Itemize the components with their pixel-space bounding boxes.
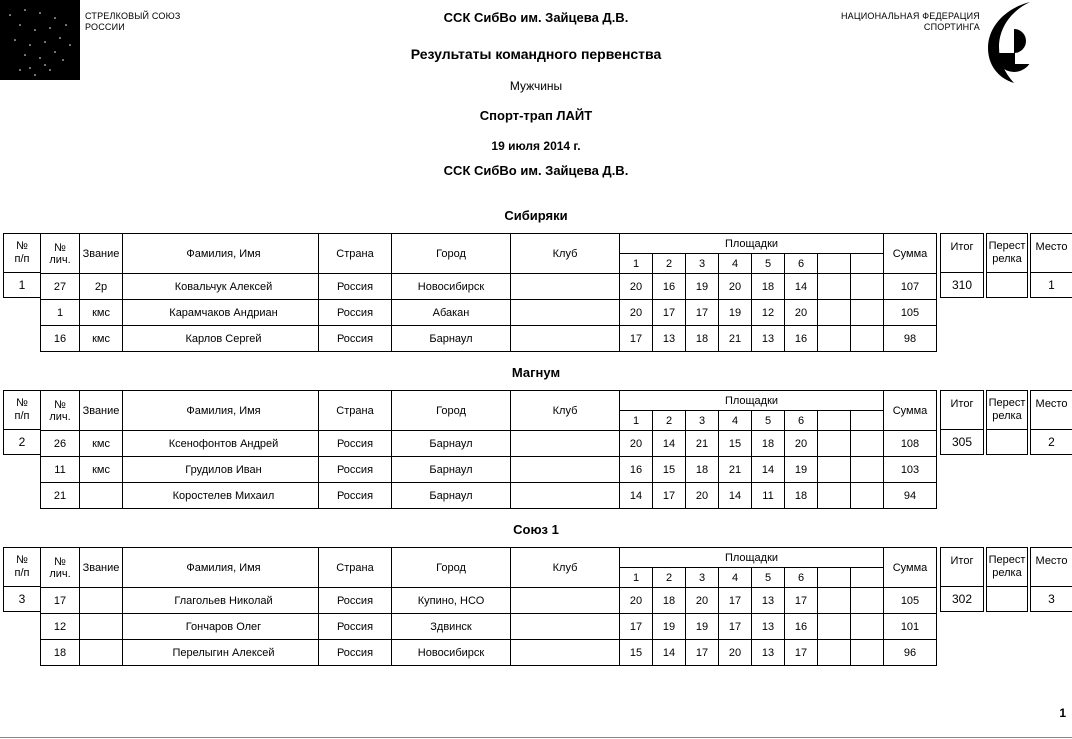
score-cell	[851, 300, 884, 326]
sum-header: Сумма	[884, 548, 937, 588]
score-cell: 19	[686, 274, 719, 300]
num-pp-header	[3, 233, 41, 273]
station-number-header	[818, 411, 851, 431]
results-table	[40, 390, 937, 509]
city-header: Город	[392, 391, 511, 431]
num-pp-header-line1: №	[16, 240, 28, 252]
score-cell: 16	[785, 326, 818, 352]
station-number-header: 2	[653, 568, 686, 588]
station-number-header: 1	[620, 254, 653, 274]
score-cell: 16	[653, 274, 686, 300]
event-title: Результаты командного первенства	[410, 46, 662, 62]
club-cell	[511, 274, 620, 300]
num-pp-header-line1: №	[16, 554, 28, 566]
player-number-cell: 16	[41, 326, 80, 352]
num-lich-header-line1: №	[54, 241, 66, 254]
score-cell: 15	[620, 640, 653, 666]
score-cell	[818, 457, 851, 483]
score-cell: 17	[620, 326, 653, 352]
score-cell: 18	[686, 326, 719, 352]
club-header: Клуб	[511, 548, 620, 588]
club-cell	[511, 300, 620, 326]
sum-cell: 96	[884, 640, 937, 666]
score-cell: 13	[752, 326, 785, 352]
score-cell: 21	[719, 457, 752, 483]
page-number: 1	[1059, 706, 1066, 720]
num-pp-header-line2: п/п	[14, 253, 30, 265]
sporting-federation-logo	[984, 2, 1044, 86]
score-cell: 18	[653, 588, 686, 614]
player-number-cell: 27	[41, 274, 80, 300]
city-header: Город	[392, 548, 511, 588]
rank-cell: 2р	[80, 274, 123, 300]
stations-header: Площадки	[620, 391, 884, 411]
score-cell: 20	[620, 431, 653, 457]
team-number-cell: 2	[3, 429, 41, 455]
score-cell	[818, 588, 851, 614]
club-cell	[511, 431, 620, 457]
score-cell: 19	[686, 614, 719, 640]
score-cell: 14	[653, 640, 686, 666]
right-org-line2: СПОРТИНГА	[923, 22, 980, 32]
shootoff-header-line2: релка	[992, 567, 1022, 579]
shootoff-header-line1: Перест	[988, 554, 1026, 566]
score-cell: 20	[620, 274, 653, 300]
col-num-pp	[3, 233, 41, 298]
score-cell	[851, 640, 884, 666]
country-cell: Россия	[319, 457, 392, 483]
city-cell: Барнаул	[392, 457, 511, 483]
col-total	[940, 233, 984, 298]
rank-cell	[80, 588, 123, 614]
station-number-header	[851, 411, 884, 431]
club-cell	[511, 326, 620, 352]
country-cell: Россия	[319, 483, 392, 509]
team-shootoff-cell	[986, 586, 1028, 612]
station-number-header: 3	[686, 254, 719, 274]
col-shootoff	[986, 547, 1028, 612]
station-number-header: 6	[785, 568, 818, 588]
club-title: ССК СибВо им. Зайцева Д.В.	[443, 10, 629, 25]
score-cell	[818, 326, 851, 352]
team-place-cell: 3	[1030, 586, 1072, 612]
player-row	[41, 614, 937, 640]
station-number-header	[851, 254, 884, 274]
score-cell	[851, 326, 884, 352]
score-cell: 13	[752, 614, 785, 640]
shootoff-header	[986, 233, 1028, 273]
bottom-rule	[0, 737, 1072, 738]
player-number-cell: 11	[41, 457, 80, 483]
station-number-header: 4	[719, 411, 752, 431]
score-cell: 11	[752, 483, 785, 509]
score-cell: 19	[785, 457, 818, 483]
totals-group	[940, 390, 1072, 455]
score-cell	[818, 640, 851, 666]
station-number-header: 6	[785, 411, 818, 431]
score-cell: 13	[752, 640, 785, 666]
player-row	[41, 457, 937, 483]
station-number-header: 6	[785, 254, 818, 274]
score-cell: 14	[785, 274, 818, 300]
country-header: Страна	[319, 391, 392, 431]
sum-header: Сумма	[884, 391, 937, 431]
team-results-table	[0, 390, 1072, 509]
category-label: Мужчины	[509, 79, 563, 93]
discipline-title: Спорт-трап ЛАЙТ	[479, 108, 593, 123]
station-number-header	[818, 254, 851, 274]
rank-cell: кмс	[80, 326, 123, 352]
score-cell: 20	[620, 588, 653, 614]
score-cell	[818, 614, 851, 640]
sum-cell: 101	[884, 614, 937, 640]
num-pp-header-line2: п/п	[14, 410, 30, 422]
score-cell: 14	[620, 483, 653, 509]
station-number-header: 2	[653, 254, 686, 274]
team-title: Сибиряки	[504, 208, 568, 223]
score-cell: 17	[785, 588, 818, 614]
score-cell: 15	[653, 457, 686, 483]
club-cell	[511, 640, 620, 666]
score-cell: 21	[686, 431, 719, 457]
num-lich-header-line1: №	[54, 555, 66, 568]
score-cell: 20	[719, 274, 752, 300]
station-number-header: 1	[620, 411, 653, 431]
team-title: Союз 1	[513, 522, 559, 537]
score-cell: 14	[752, 457, 785, 483]
name-header: Фамилия, Имя	[123, 391, 319, 431]
num-pp-header	[3, 390, 41, 430]
player-name-cell: Грудилов Иван	[123, 457, 319, 483]
player-row	[41, 640, 937, 666]
score-cell: 15	[719, 431, 752, 457]
score-cell: 19	[653, 614, 686, 640]
right-organization-name	[841, 11, 980, 33]
sum-cell: 105	[884, 588, 937, 614]
score-cell: 14	[719, 483, 752, 509]
city-cell: Новосибирск	[392, 274, 511, 300]
player-number-cell: 17	[41, 588, 80, 614]
left-org-line1: СТРЕЛКОВЫЙ СОЮЗ	[85, 11, 181, 21]
score-cell: 13	[653, 326, 686, 352]
place-header: Место	[1030, 390, 1072, 430]
totals-group	[940, 547, 1072, 612]
score-cell: 20	[719, 640, 752, 666]
team-number-cell: 1	[3, 272, 41, 298]
rank-header: Звание	[80, 548, 123, 588]
score-cell: 18	[686, 457, 719, 483]
country-cell: Россия	[319, 431, 392, 457]
score-cell: 17	[653, 483, 686, 509]
sum-cell: 108	[884, 431, 937, 457]
rank-cell: кмс	[80, 300, 123, 326]
num-lich-header	[41, 548, 80, 588]
player-name-cell: Карамчаков Андриан	[123, 300, 319, 326]
station-number-header: 5	[752, 254, 785, 274]
player-name-cell: Ковальчук Алексей	[123, 274, 319, 300]
player-name-cell: Глагольев Николай	[123, 588, 319, 614]
event-date: 19 июля 2014 г.	[491, 139, 581, 153]
score-cell: 20	[785, 300, 818, 326]
col-shootoff	[986, 233, 1028, 298]
score-cell: 17	[686, 640, 719, 666]
player-number-cell: 1	[41, 300, 80, 326]
score-cell: 18	[752, 274, 785, 300]
score-cell: 16	[620, 457, 653, 483]
country-header: Страна	[319, 234, 392, 274]
name-header: Фамилия, Имя	[123, 548, 319, 588]
club-cell	[511, 614, 620, 640]
score-cell	[851, 431, 884, 457]
results-table	[40, 233, 937, 352]
city-cell: Барнаул	[392, 326, 511, 352]
totals-group	[940, 233, 1072, 298]
col-num-pp	[3, 390, 41, 455]
station-number-header: 1	[620, 568, 653, 588]
rank-cell	[80, 640, 123, 666]
sporting-federation-logo-image	[984, 2, 1044, 86]
team-place-cell: 1	[1030, 272, 1072, 298]
col-place	[1030, 390, 1072, 455]
country-cell: Россия	[319, 640, 392, 666]
team-title: Магнум	[511, 365, 561, 380]
score-cell	[818, 483, 851, 509]
place-header: Место	[1030, 233, 1072, 273]
city-cell: Барнаул	[392, 431, 511, 457]
col-shootoff	[986, 390, 1028, 455]
score-cell: 18	[752, 431, 785, 457]
team-number-cell: 3	[3, 586, 41, 612]
team-shootoff-cell	[986, 272, 1028, 298]
col-place	[1030, 233, 1072, 298]
score-cell: 17	[785, 640, 818, 666]
team-total-cell: 305	[940, 429, 984, 455]
station-number-header: 3	[686, 568, 719, 588]
col-num-pp	[3, 547, 41, 612]
score-cell: 20	[686, 588, 719, 614]
page-header	[0, 0, 1072, 208]
venue-title: ССК СибВо им. Зайцева Д.В.	[443, 163, 629, 178]
rank-header: Звание	[80, 234, 123, 274]
player-name-cell: Карлов Сергей	[123, 326, 319, 352]
city-cell: Абакан	[392, 300, 511, 326]
player-number-cell: 18	[41, 640, 80, 666]
player-row	[41, 326, 937, 352]
num-lich-header-line2: лич.	[49, 253, 71, 266]
score-cell: 14	[653, 431, 686, 457]
team-results-list	[0, 208, 1072, 666]
score-cell	[851, 614, 884, 640]
country-cell: Россия	[319, 588, 392, 614]
score-cell	[851, 457, 884, 483]
city-cell: Барнаул	[392, 483, 511, 509]
club-header: Клуб	[511, 234, 620, 274]
shootoff-header-line2: релка	[992, 410, 1022, 422]
country-cell: Россия	[319, 614, 392, 640]
station-number-header: 4	[719, 254, 752, 274]
score-cell: 17	[620, 614, 653, 640]
name-header: Фамилия, Имя	[123, 234, 319, 274]
country-cell: Россия	[319, 300, 392, 326]
num-pp-header-line1: №	[16, 397, 28, 409]
country-header: Страна	[319, 548, 392, 588]
num-lich-header-line2: лич.	[49, 567, 71, 580]
right-org-line1: НАЦИОНАЛЬНАЯ ФЕДЕРАЦИЯ	[840, 11, 980, 21]
score-cell: 17	[719, 614, 752, 640]
score-cell: 16	[785, 614, 818, 640]
sum-cell: 103	[884, 457, 937, 483]
total-header: Итог	[940, 233, 984, 273]
score-cell: 12	[752, 300, 785, 326]
player-number-cell: 26	[41, 431, 80, 457]
rank-cell	[80, 483, 123, 509]
team-total-cell: 302	[940, 586, 984, 612]
sum-header: Сумма	[884, 234, 937, 274]
shootoff-header-line2: релка	[992, 253, 1022, 265]
score-cell: 18	[785, 483, 818, 509]
place-header: Место	[1030, 547, 1072, 587]
score-cell: 20	[686, 483, 719, 509]
sum-cell: 98	[884, 326, 937, 352]
player-number-cell: 12	[41, 614, 80, 640]
club-cell	[511, 588, 620, 614]
score-cell: 20	[620, 300, 653, 326]
station-number-header: 4	[719, 568, 752, 588]
score-cell	[818, 431, 851, 457]
score-cell: 17	[719, 588, 752, 614]
score-cell: 17	[686, 300, 719, 326]
player-row	[41, 431, 937, 457]
total-header: Итог	[940, 547, 984, 587]
station-number-header	[851, 568, 884, 588]
station-number-header: 3	[686, 411, 719, 431]
stations-header: Площадки	[620, 234, 884, 254]
score-cell	[851, 588, 884, 614]
num-pp-header	[3, 547, 41, 587]
stations-header: Площадки	[620, 548, 884, 568]
rank-header: Звание	[80, 391, 123, 431]
team-results-table	[0, 233, 1072, 352]
score-cell: 13	[752, 588, 785, 614]
sum-cell: 94	[884, 483, 937, 509]
score-cell: 17	[653, 300, 686, 326]
country-cell: Россия	[319, 326, 392, 352]
city-header: Город	[392, 234, 511, 274]
player-name-cell: Коростелев Михаил	[123, 483, 319, 509]
num-lich-header	[41, 391, 80, 431]
player-row	[41, 274, 937, 300]
station-number-header: 2	[653, 411, 686, 431]
score-cell	[818, 274, 851, 300]
shootoff-header	[986, 547, 1028, 587]
city-cell: Новосибирск	[392, 640, 511, 666]
team-place-cell: 2	[1030, 429, 1072, 455]
left-org-line2: РОССИИ	[85, 22, 125, 32]
club-header: Клуб	[511, 391, 620, 431]
num-pp-header-line2: п/п	[14, 567, 30, 579]
num-lich-header	[41, 234, 80, 274]
player-row	[41, 300, 937, 326]
station-number-header	[818, 568, 851, 588]
station-number-header: 5	[752, 411, 785, 431]
score-cell: 20	[785, 431, 818, 457]
total-header: Итог	[940, 390, 984, 430]
country-cell: Россия	[319, 274, 392, 300]
rank-cell	[80, 614, 123, 640]
player-name-cell: Гончаров Олег	[123, 614, 319, 640]
club-cell	[511, 483, 620, 509]
score-cell	[818, 300, 851, 326]
col-place	[1030, 547, 1072, 612]
num-lich-header-line2: лич.	[49, 410, 71, 423]
score-cell	[851, 274, 884, 300]
shootoff-header	[986, 390, 1028, 430]
station-number-header: 5	[752, 568, 785, 588]
rank-cell: кмс	[80, 457, 123, 483]
score-cell	[851, 483, 884, 509]
team-shootoff-cell	[986, 429, 1028, 455]
player-row	[41, 588, 937, 614]
score-cell: 19	[719, 300, 752, 326]
score-cell: 21	[719, 326, 752, 352]
sum-cell: 107	[884, 274, 937, 300]
player-name-cell: Перелыгин Алексей	[123, 640, 319, 666]
city-cell: Здвинск	[392, 614, 511, 640]
player-name-cell: Ксенофонтов Андрей	[123, 431, 319, 457]
shootoff-header-line1: Перест	[988, 397, 1026, 409]
city-cell: Купино, НСО	[392, 588, 511, 614]
num-lich-header-line1: №	[54, 398, 66, 411]
col-total	[940, 547, 984, 612]
results-table	[40, 547, 937, 666]
rank-cell: кмс	[80, 431, 123, 457]
player-row	[41, 483, 937, 509]
team-results-table	[0, 547, 1072, 666]
col-total	[940, 390, 984, 455]
player-number-cell: 21	[41, 483, 80, 509]
sum-cell: 105	[884, 300, 937, 326]
shootoff-header-line1: Перест	[988, 240, 1026, 252]
club-cell	[511, 457, 620, 483]
team-total-cell: 310	[940, 272, 984, 298]
